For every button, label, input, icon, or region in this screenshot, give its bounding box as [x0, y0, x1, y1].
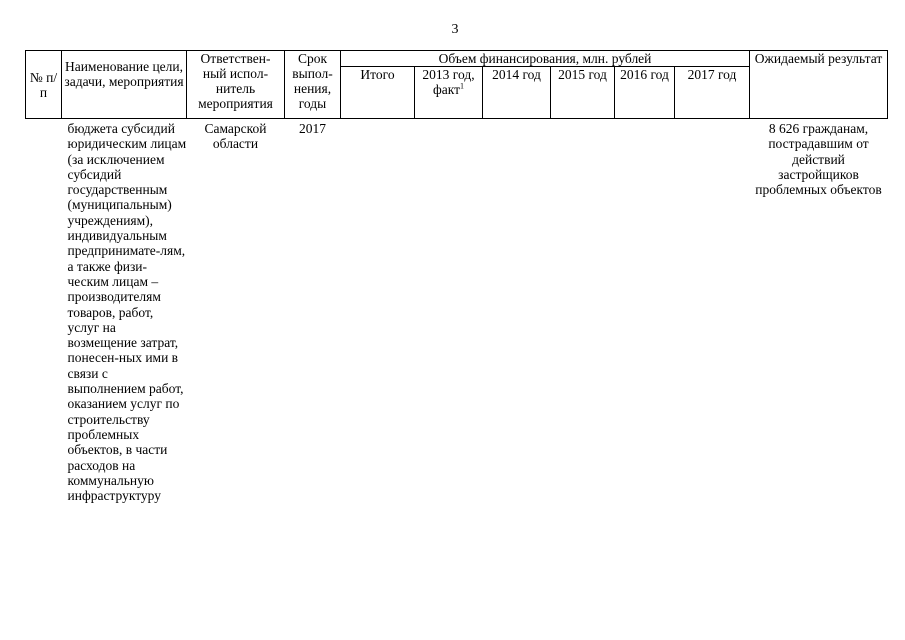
header-funding: Объем финансирования, млн. рублей — [341, 51, 750, 67]
cell-num — [26, 119, 62, 504]
cell-2013 — [415, 119, 483, 504]
cell-total — [341, 119, 415, 504]
header-2016: 2016 год — [615, 67, 675, 119]
header-num: № п/п — [26, 51, 62, 119]
header-2017: 2017 год — [675, 67, 750, 119]
header-name: Наименование цели, задачи, мероприятия — [62, 51, 187, 119]
header-executor: Ответствен-ный испол-нитель мероприятия — [187, 51, 285, 119]
cell-term: 2017 — [299, 121, 326, 136]
cell-description: бюджета субсидий юридическим лицам (за исключением субсидий государственным (муниципальным) учреждениям), индивидуальным предпринимате-лям, а также физи-ческим лицам – производителям товаров, работ, услуг на возмещение затрат, понесен-ных ими в связи с выполнением работ, оказанием услуг по строительству проблемных объектов, в части расходов на коммунальную инфраструктуру — [67, 121, 187, 504]
header-term: Срок выпол-нения, годы — [285, 51, 341, 119]
table-row — [26, 119, 888, 504]
header-2013 — [415, 67, 483, 119]
cell-2016 — [615, 119, 675, 504]
header-2013-label: 2013 год, факт — [422, 67, 475, 97]
cell-2017 — [675, 119, 750, 504]
header-2014: 2014 год — [483, 67, 551, 119]
cell-2015 — [551, 119, 615, 504]
header-total: Итого — [341, 67, 415, 119]
cell-executor: Самарской области — [204, 121, 267, 152]
footnote-mark: 1 — [460, 81, 465, 91]
page-number: 3 — [451, 22, 459, 37]
header-2015: 2015 год — [551, 67, 615, 119]
cell-result: 8 626 гражданам, пострадавшим от действий застройщиков проблемных объектов — [755, 121, 882, 198]
header-result: Ожидаемый результат — [750, 51, 888, 119]
cell-2014 — [483, 119, 551, 504]
program-table — [25, 50, 888, 503]
